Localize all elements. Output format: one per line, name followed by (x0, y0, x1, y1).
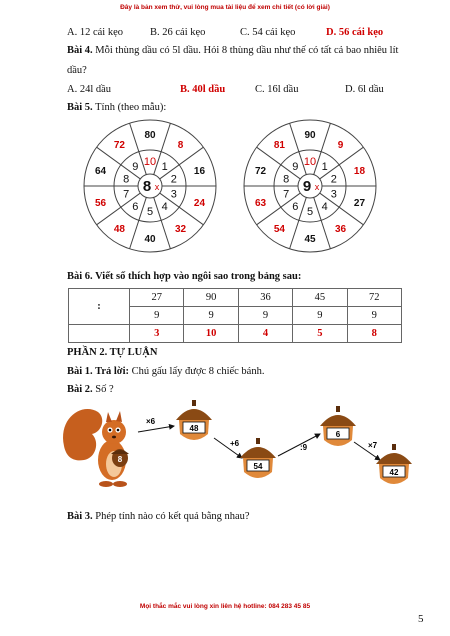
wheel-outer-number: 16 (193, 165, 206, 177)
part2-bai3-label: Bài 3. (67, 511, 93, 522)
wheel-inner-number: 6 (132, 201, 139, 214)
squirrel-icon (63, 409, 129, 487)
op-label-4: ×7 (368, 441, 378, 450)
part2-bai1 (67, 365, 264, 379)
bai4-text-line2: dầu? (67, 65, 87, 76)
wheel-inner-number: 9 (132, 160, 139, 173)
wheel-outer-number: 9 (337, 139, 344, 151)
arrow-1 (138, 426, 174, 432)
division-table (68, 288, 402, 343)
answer-cell: 10 (184, 325, 238, 343)
divisor-cell: 9 (238, 307, 292, 325)
wheel-inner-number: 6 (292, 201, 299, 214)
wheel-outer-number: 54 (273, 224, 285, 236)
wheel-outer-number: 8 (177, 139, 184, 151)
answer-cell: 3 (130, 325, 184, 343)
acorn-icon (176, 400, 212, 440)
divisor-cell: 9 (184, 307, 238, 325)
bai6-label: Bài 6. (67, 271, 93, 282)
bai4-option-d: D. 6l dầu (345, 84, 384, 95)
bai4-text-line1: Mỗi thùng dầu có 5l dầu. Hỏi 8 thùng dầu như thế có tất cả bao nhiêu lít (92, 45, 399, 56)
bai4-option-b-correct: B. 40l dầu (180, 84, 226, 95)
wheel-multiply-8 (84, 120, 216, 252)
wheel-outer-number: 81 (273, 139, 285, 151)
page-number: 5 (418, 613, 424, 625)
wheel-outer-number: 56 (94, 198, 107, 210)
dividend-cell: 36 (238, 289, 292, 307)
acorn-value: 42 (389, 468, 399, 477)
part2-bai2-text: Số ? (92, 384, 114, 395)
bai4-option-c: C. 16l dầu (255, 84, 299, 95)
table-row (69, 289, 402, 307)
answer-cell: 4 (238, 325, 292, 343)
empty-label-cell (69, 325, 130, 343)
wheel-outer-number: 90 (304, 130, 316, 141)
dividend-cell: 45 (293, 289, 347, 307)
wheel-multiply-9 (244, 120, 376, 252)
acorn-value: 48 (189, 424, 199, 433)
wheel-inner-number: 3 (330, 188, 337, 201)
op-label-3: :9 (300, 443, 308, 452)
wheel-inner-number: 3 (170, 188, 177, 201)
wheel-outer-number: 40 (144, 234, 156, 245)
wheel-operator: x (314, 182, 320, 192)
wheel-inner-number: 7 (123, 188, 130, 201)
wheel-inner-number: 5 (306, 206, 314, 218)
operator-label: : (69, 289, 130, 325)
arrow-3 (278, 434, 320, 456)
answer-cell: 8 (347, 325, 401, 343)
part2-bai2-label: Bài 2. (67, 384, 93, 395)
wheel-inner-number: 2 (330, 173, 337, 186)
table-row (69, 325, 402, 343)
wheel-outer-number: 36 (335, 224, 347, 236)
acorn-value: 54 (253, 462, 263, 471)
q3-option-b: B. 26 cái kẹo (150, 27, 206, 38)
bai6-text: Viết số thích hợp vào ngôi sao trong bảng sau: (92, 271, 302, 282)
op-label-2: +6 (230, 439, 240, 448)
bai5-heading (67, 101, 166, 115)
divisor-cell: 9 (293, 307, 347, 325)
wheel-inner-number: 2 (170, 173, 177, 186)
wheel-inner-number: 1 (321, 160, 328, 173)
op-label-1: ×6 (146, 417, 156, 426)
bai4-label: Bài 4. (67, 45, 93, 56)
q3-option-d-correct: D. 56 cái kẹo (326, 27, 384, 38)
wheel-inner-number: 4 (321, 201, 328, 214)
wheel-inner-number: 9 (292, 160, 299, 173)
wheel-inner-number: 8 (123, 173, 130, 186)
answer-cell: 5 (293, 325, 347, 343)
part2-bai3-text: Phép tính nào có kết quả bằng nhau? (92, 511, 250, 522)
wheel-outer-number: 24 (193, 198, 206, 210)
wheel-inner-number: 5 (146, 206, 154, 218)
part2-bai3 (67, 510, 250, 524)
squirrel-value: 8 (117, 455, 123, 464)
part2-bai1-answer: Chú gấu lấy được 8 chiếc bánh. (129, 366, 265, 377)
wheel-outer-number: 80 (144, 130, 156, 141)
acorn-icon (240, 438, 276, 478)
acorn-value: 6 (335, 430, 341, 439)
wheel-outer-number: 72 (254, 165, 267, 177)
divisor-cell: 9 (347, 307, 401, 325)
q3-option-a: A. 12 cái kẹo (67, 27, 123, 38)
bai5-label: Bài 5. (67, 102, 93, 113)
wheel-inner-number: 4 (161, 201, 168, 214)
wheel-inner-number: 7 (283, 188, 290, 201)
wheel-inner-number: 10 (303, 156, 317, 168)
acorn-icon (376, 444, 412, 484)
wheel-outer-number: 32 (175, 224, 187, 236)
bai4-option-a: A. 24l dầu (67, 84, 112, 95)
dividend-cell: 72 (347, 289, 401, 307)
bai4-question (67, 44, 417, 58)
preview-notice: Đây là bản xem thử, vui lòng mua tài liệu để xem chi tiết (có lời giải) (120, 4, 330, 11)
q3-option-c: C. 54 cái kẹo (240, 27, 296, 38)
wheel-inner-number: 1 (161, 160, 168, 173)
wheel-outer-number: 64 (94, 165, 107, 177)
dividend-cell: 90 (184, 289, 238, 307)
part2-bai1-answer-prefix: Trả lời: (92, 366, 130, 377)
wheel-outer-number: 48 (113, 224, 125, 236)
wheel-outer-number: 18 (353, 165, 366, 177)
wheel-outer-number: 45 (304, 234, 316, 245)
wheel-center-number: 8 (142, 178, 152, 195)
bai5-text: Tính (theo mẫu): (92, 102, 167, 113)
wheel-outer-number: 27 (353, 198, 366, 210)
multiplication-wheels (60, 118, 400, 258)
wheel-outer-number: 63 (254, 198, 267, 210)
divisor-cell: 9 (130, 307, 184, 325)
dividend-cell: 27 (130, 289, 184, 307)
wheel-inner-number: 8 (283, 173, 290, 186)
wheel-outer-number: 72 (113, 139, 125, 151)
wheel-center-number: 9 (302, 178, 312, 195)
part2-bai1-label: Bài 1. (67, 366, 93, 377)
bai6-heading (67, 270, 301, 284)
wheel-inner-number: 10 (143, 156, 157, 168)
acorn-chain-diagram (62, 398, 399, 498)
part2-bai2 (67, 383, 114, 397)
hotline-notice: Mọi thắc mắc vui lòng xin liên hệ hotline: 084 283 45 85 (139, 603, 311, 610)
wheel-operator: x (154, 182, 160, 192)
acorn-icon (320, 406, 356, 446)
part2-title: PHẦN 2. TỰ LUẬN (67, 347, 158, 358)
